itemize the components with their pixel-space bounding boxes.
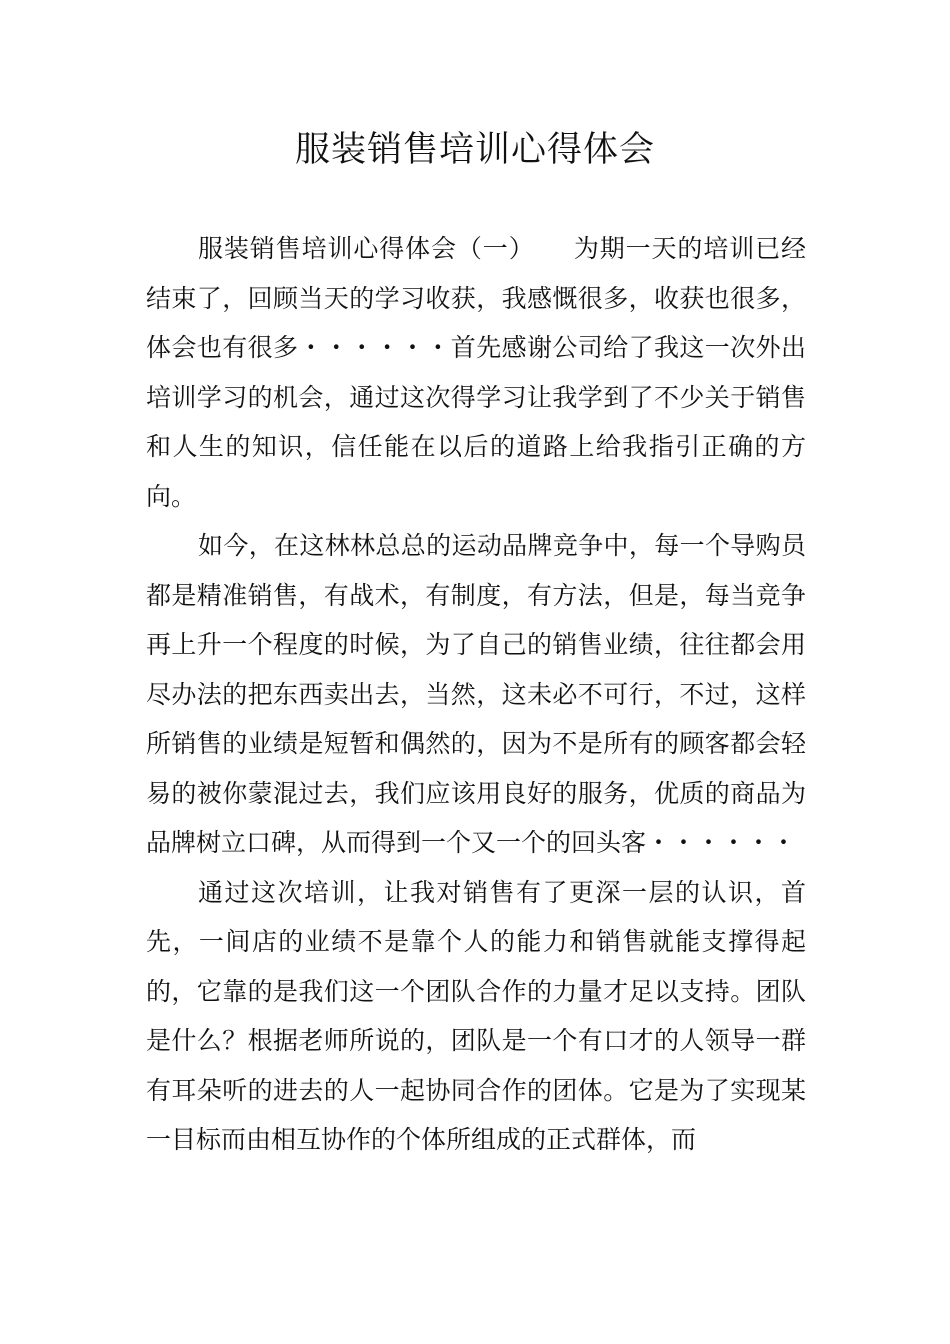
paragraph-3: 通过这次培训，让我对销售有了更深一层的认识，首先，一间店的业绩不是靠个人的能力和销售就能支撑得起的，它靠的是我们这一个团队合作的力量才足以支持。团队是什么？根据老师所说的，团队是一个有口才的人领导一群有耳朵听的进去的人一起协同合作的团体。它是为了实现某一目标而由相互协作的个体所组成的正式群体，而 <box>146 877 806 1154</box>
document-title: 服装销售培训心得体会 <box>294 130 655 170</box>
document-body <box>146 224 806 1165</box>
paragraph-2: 如今，在这林林总总的运动品牌竞争中，每一个导购员都是精准销售，有战术，有制度，有方法，但是，每当竞争再上升一个程度的时候，为了自己的销售业绩，往往都会用尽办法的把东西卖出去，当然，这未必不可行，不过，这样所销售的业绩是短暂和偶然的，因为不是所有的顾客都会轻易的被你蒙混过去，我们应该用良好的服务，优质的商品为品牌树立口碑，从而得到一个又一个的回头客・・・・・・ <box>146 531 806 857</box>
paragraph-1: 服装销售培训心得体会（一） 为期一天的培训已经结束了，回顾当天的学习收获，我感慨很多，收获也很多，体会也有很多・・・・・・首先感谢公司给了我这一次外出培训学习的机会，通过这次得学习让我学到了不少关于销售和人生的知识，信任能在以后的道路上给我指引正确的方向。 <box>146 234 806 511</box>
